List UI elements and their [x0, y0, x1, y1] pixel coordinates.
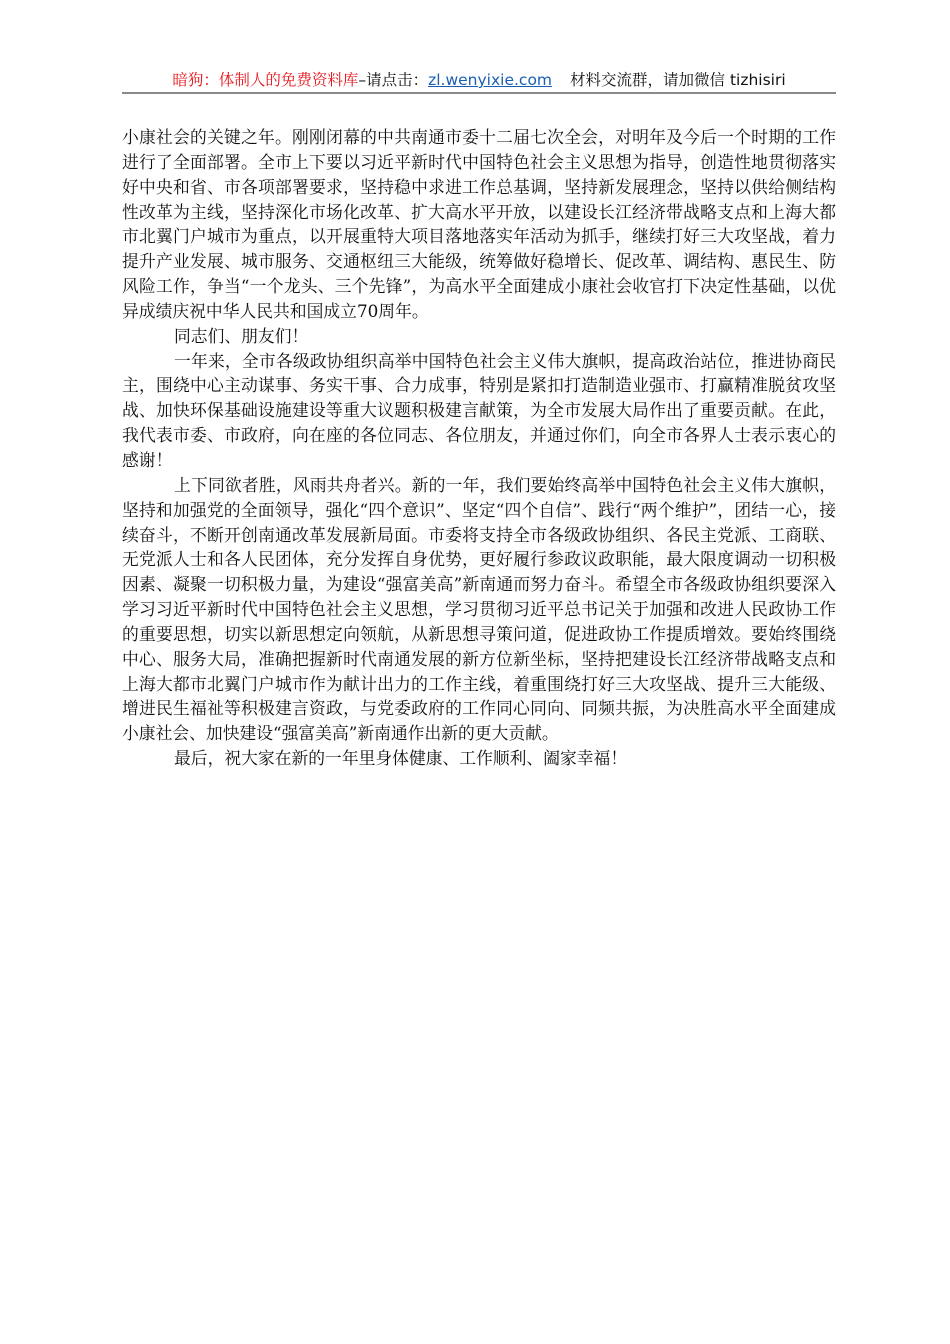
paragraph: 一年来，全市各级政协组织高举中国特色社会主义伟大旗帜，提高政治站位，推进协商民主，围绕中心主动谋事、务实干事、合力成事，特别是紧扣打造制造业强市、打赢精准脱贫攻坚战、加快环保基础设施建设等重大议题积极建言献策，为全市发展大局作出了重要贡献。在此，我代表市委、市政府，向在座的各位同志、各位朋友，并通过你们，向全市各界人士表示衷心的感谢！ [122, 350, 836, 470]
header-contact: 材料交流群，请加微信 tizhisiri [570, 71, 786, 89]
header-prompt: –请点击： [358, 71, 429, 89]
document-body [122, 125, 836, 771]
paragraph-salutation: 同志们、朋友们！ [174, 325, 309, 346]
page-header [122, 68, 836, 94]
header-link[interactable]: zl.wenyixie.com [428, 71, 553, 89]
header-brand: 暗狗：体制人的免费资料库 [172, 71, 359, 89]
paragraph-closing: 最后，祝大家在新的一年里身体健康、工作顺利、阖家幸福！ [174, 748, 628, 769]
paragraph: 小康社会的关键之年。刚刚闭幕的中共南通市委十二届七次全会，对明年及今后一个时期的工作进行了全面部署。全市上下要以习近平新时代中国特色社会主义思想为指导，创造性地贯彻落实好中央和省、市各项部署要求，坚持稳中求进工作总基调，坚持新发展理念，坚持以供给侧结构性改革为主线，坚持深化市场化改革、扩大高水平开放，以建设长江经济带战略支点和上海大都市北翼门户城市为重点，以开展重特大项目落地落实年活动为抓手，继续打好三大攻坚战，着力提升产业发展、城市服务、交通枢纽三大能级，统筹做好稳增长、促改革、调结构、惠民生、防风险工作，争当“一个龙头、三个先锋”，为高水平全面建成小康社会收官打下决定性基础，以优异成绩庆祝中华人民共和国成立70周年。 [122, 127, 836, 321]
paragraph: 上下同欲者胜，风雨共舟者兴。新的一年，我们要始终高举中国特色社会主义伟大旗帜，坚持和加强党的全面领导，强化“四个意识”、坚定“四个自信”、践行“两个维护”，团结一心，接续奋斗，不断开创南通改革发展新局面。市委将支持全市各级政协组织、各民主党派、工商联、无党派人士和各人民团体，充分发挥自身优势，更好履行参政议政职能，最大限度调动一切积极因素、凝聚一切积极力量，为建设“强富美高”新南通而努力奋斗。希望全市各级政协组织要深入学习习近平新时代中国特色社会主义思想，学习贯彻习近平总书记关于加强和改进人民政协工作的重要思想，切实以新思想定向领航，从新思想寻策问道，促进政协工作提质增效。要始终围绕中心、服务大局，准确把握新时代南通发展的新方位新坐标，坚持把建设长江经济带战略支点和上海大都市北翼门户城市作为献计出力的工作主线，着重围绕打好三大攻坚战、提升三大能级、增进民生福祉等积极建言资政，与党委政府的工作同心同向、同频共振，为决胜高水平全面建成小康社会、加快建设“强富美高”新南通作出新的更大贡献。 [122, 474, 836, 744]
